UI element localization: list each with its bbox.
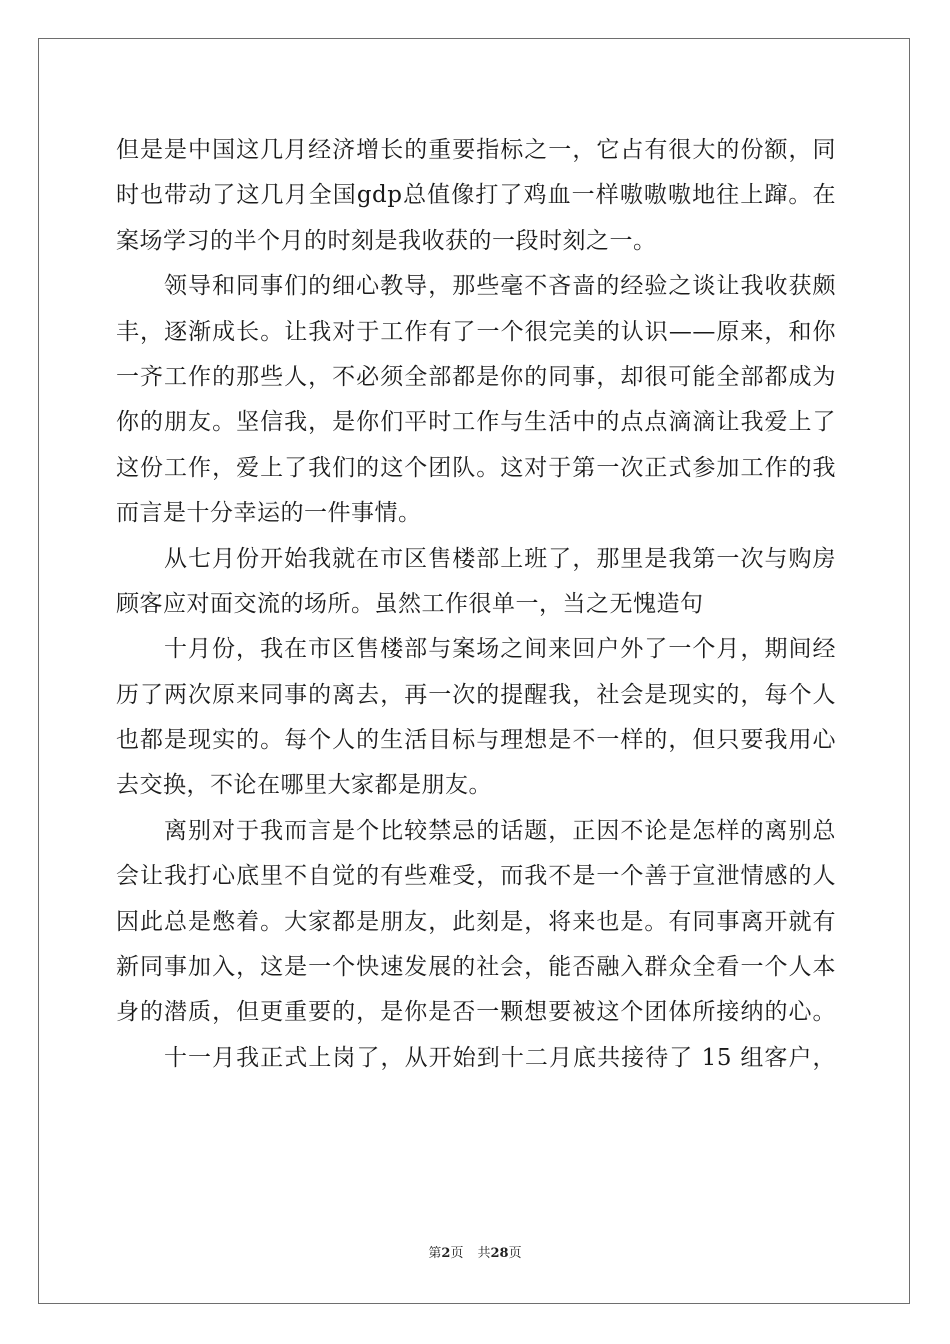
text-line: 丰，逐渐成长。让我对于工作有了一个很完美的认识——原来，和你 bbox=[116, 318, 836, 345]
footer-total-suffix: 页 bbox=[508, 1246, 522, 1261]
document-body bbox=[116, 128, 836, 1081]
text-line: 顾客应对面交流的场所。虽然工作很单一，当之无愧造句 bbox=[116, 590, 704, 617]
footer-total-pages: 28 bbox=[490, 1246, 509, 1261]
text-line: 也都是现实的。每个人的生活目标与理想是不一样的，但只要我用心 bbox=[116, 727, 836, 754]
text-line: 领导和同事们的细心教导，那些毫不吝啬的经验之谈让我收获颇 bbox=[164, 273, 836, 300]
text-line: 十一月我正式上岗了，从开始到十二月底共接待了 15 组客户， bbox=[164, 1044, 836, 1071]
text-line: 去交换，不论在哪里大家都是朋友。 bbox=[116, 772, 492, 799]
text-line: 从七月份开始我就在市区售楼部上班了，那里是我第一次与购房 bbox=[164, 545, 836, 572]
text-line: 历了两次原来同事的离去，再一次的提醒我，社会是现实的，每个人 bbox=[116, 681, 836, 708]
text-line: 案场学习的半个月的时刻是我收获的一段时刻之一。 bbox=[116, 227, 657, 254]
footer-page-prefix: 第 bbox=[428, 1246, 442, 1261]
text-line: 这份工作，爱上了我们的这个团队。这对于第一次正式参加工作的我 bbox=[116, 454, 836, 481]
page-footer bbox=[0, 1242, 950, 1261]
text-line: 你的朋友。坚信我，是你们平时工作与生活中的点点滴滴让我爱上了 bbox=[116, 409, 836, 436]
text-line: 但是是中国这几月经济增长的重要指标之一，它占有很大的份额，同 bbox=[116, 137, 836, 163]
footer-page-number: 2 bbox=[441, 1246, 451, 1261]
text-line: 会让我打心底里不自觉的有些难受，而我不是一个善于宣泄情感的人 bbox=[116, 863, 836, 890]
text-line: 离别对于我而言是个比较禁忌的话题，正因不论是怎样的离别总 bbox=[164, 817, 836, 844]
footer-total-prefix: 共 bbox=[477, 1246, 491, 1261]
text-line: 一齐工作的那些人，不必须全部都是你的同事，却很可能全部都成为 bbox=[116, 363, 836, 390]
text-line: 身的潜质，但更重要的，是你是否一颗想要被这个团体所接纳的心。 bbox=[116, 999, 836, 1026]
text-line: 而言是十分幸运的一件事情。 bbox=[116, 500, 422, 527]
text-line: 新同事加入，这是一个快速发展的社会，能否融入群众全看一个人本 bbox=[116, 954, 836, 981]
footer-page-suffix: 页 bbox=[450, 1246, 464, 1261]
text-line: 十月份，我在市区售楼部与案场之间来回户外了一个月，期间经 bbox=[164, 636, 836, 663]
text-line: 因此总是憋着。大家都是朋友，此刻是，将来也是。有同事离开就有 bbox=[116, 908, 836, 935]
text-line: 时也带动了这几月全国gdp总值像打了鸡血一样嗷嗷嗷地往上蹿。在 bbox=[116, 182, 836, 209]
